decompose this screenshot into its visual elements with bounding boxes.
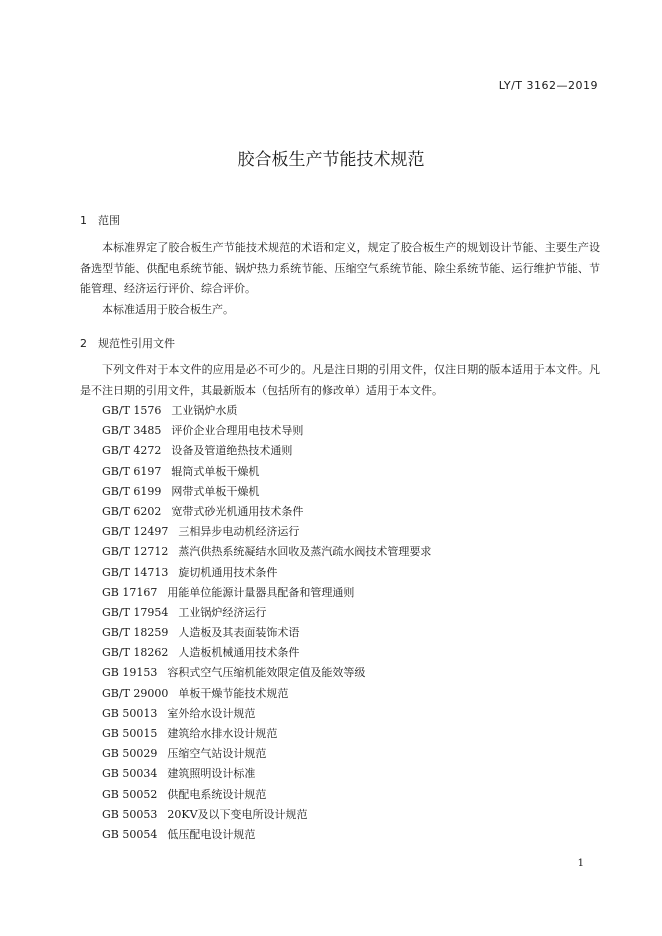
reference-code: GB/T 6199	[102, 484, 162, 498]
section-1-title: 范围	[98, 214, 120, 227]
reference-title: 人造板机械通用技术条件	[178, 646, 300, 660]
reference-code: GB/T 18262	[102, 646, 169, 660]
reference-title: 辊筒式单板干燥机	[171, 464, 260, 478]
reference-title: 设备及管道绝热技术通则	[171, 444, 293, 458]
document-title: 胶合板生产节能技术规范	[237, 150, 425, 170]
reference-code: GB/T 12497	[102, 525, 169, 539]
reference-title: 工业锅炉经济运行	[178, 605, 267, 619]
reference-title: 低压配电设计规范	[167, 827, 256, 841]
reference-item	[102, 603, 431, 623]
reference-list	[102, 401, 431, 845]
reference-title: 蒸汽供热系统凝结水回收及蒸汽疏水阀技术管理要求	[178, 545, 432, 559]
reference-item	[102, 563, 431, 583]
reference-title: 三相异步电动机经济运行	[178, 525, 300, 539]
reference-title: 20KV及以下变电所设计规范	[167, 807, 308, 821]
reference-title: 建筑照明设计标准	[167, 767, 256, 781]
reference-code: GB 50015	[102, 727, 158, 740]
reference-item	[102, 805, 431, 825]
reference-code: GB/T 1576	[102, 404, 162, 417]
reference-item	[102, 704, 431, 724]
reference-title: 网带式单板干燥机	[171, 484, 260, 498]
reference-code: GB 50034	[102, 767, 158, 781]
reference-code: GB/T 17954	[102, 605, 169, 619]
reference-title: 单板干燥节能技术规范	[178, 686, 289, 700]
reference-title: 建筑给水排水设计规范	[167, 727, 278, 740]
reference-item	[102, 522, 431, 542]
reference-item	[102, 724, 431, 744]
reference-item	[102, 643, 431, 663]
page-number: 1	[577, 858, 584, 869]
reference-item	[102, 684, 431, 704]
reference-item	[102, 623, 431, 643]
reference-item	[102, 421, 431, 441]
reference-item	[102, 502, 431, 522]
reference-code: GB/T 18259	[102, 626, 169, 640]
reference-title: 评价企业合理用电技术导则	[171, 424, 304, 438]
reference-title: 用能单位能源计量器具配备和管理通则	[167, 585, 355, 599]
reference-item	[102, 744, 431, 764]
reference-title: 容积式空气压缩机能效限定值及能效等级	[167, 666, 366, 680]
reference-item	[102, 663, 431, 683]
reference-title: 宽带式砂光机通用技术条件	[171, 504, 304, 518]
applicability-paragraph: 本标准适用于胶合板生产。	[102, 303, 234, 316]
reference-code: GB 17167	[102, 585, 158, 599]
reference-code: GB/T 3485	[102, 424, 162, 438]
reference-title: 供配电系统设计规范	[167, 787, 267, 801]
standard-code: LY/T 3162—2019	[498, 79, 598, 92]
reference-title: 压缩空气站设计规范	[167, 747, 267, 761]
reference-item	[102, 542, 431, 562]
reference-code: GB/T 14713	[102, 565, 169, 579]
reference-code: GB 19153	[102, 666, 158, 680]
reference-code: GB/T 6197	[102, 464, 162, 478]
reference-title: 旋切机通用技术条件	[178, 565, 278, 579]
reference-title: 人造板及其表面装饰术语	[178, 626, 300, 640]
section-2-title: 规范性引用文件	[98, 337, 175, 350]
reference-code: GB 50054	[102, 827, 158, 841]
reference-code: GB/T 4272	[102, 444, 162, 458]
reference-code: GB 50053	[102, 807, 158, 821]
reference-item	[102, 785, 431, 805]
reference-title: 室外给水设计规范	[167, 706, 256, 720]
section-2-number: 2	[80, 337, 87, 350]
reference-item	[102, 482, 431, 502]
reference-item	[102, 462, 431, 482]
reference-code: GB/T 6202	[102, 504, 162, 518]
reference-code: GB/T 12712	[102, 545, 169, 559]
reference-item	[102, 764, 431, 784]
reference-item	[102, 441, 431, 461]
scope-paragraph: 本标准界定了胶合板生产节能技术规范的术语和定义，规定了胶合板生产的规划设计节能、主要生产设备选型节能、供配电系统节能、锅炉热力系统节能、压缩空气系统节能、除尘系统节能、运行维护节能、节能管理、经济运行评价、综合评价。	[80, 241, 600, 295]
reference-code: GB 50052	[102, 787, 158, 801]
reference-code: GB/T 29000	[102, 686, 169, 700]
section-1-number: 1	[80, 214, 87, 227]
section-2-heading	[80, 335, 175, 351]
reference-item	[102, 401, 431, 421]
references-intro-paragraph: 下列文件对于本文件的应用是必不可少的。凡是注日期的引用文件，仅注日期的版本适用于本文件。凡是不注日期的引用文件，其最新版本（包括所有的修改单）适用于本文件。	[80, 363, 600, 397]
reference-code: GB 50013	[102, 706, 158, 720]
reference-item	[102, 825, 431, 845]
section-1-heading	[80, 212, 120, 228]
reference-item	[102, 583, 431, 603]
reference-title: 工业锅炉水质	[171, 404, 238, 417]
reference-code: GB 50029	[102, 747, 158, 761]
